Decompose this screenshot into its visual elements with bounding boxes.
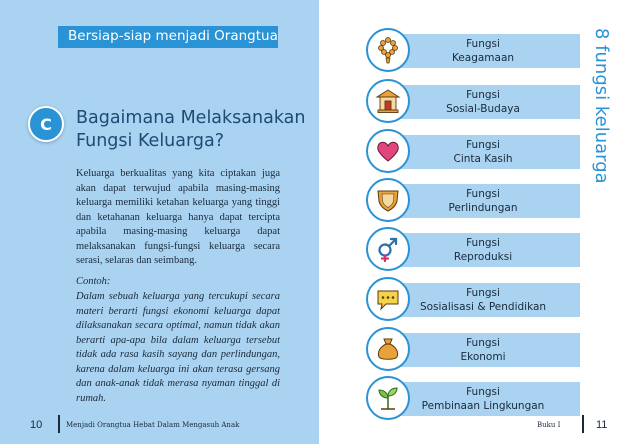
body-paragraph: Keluarga berkualitas yang kita ciptakan juga akan dapat terwujud apabila masing-masing keluarga memiliki ketahan keluarga yang tinggi dan ketahanan keluarga hanya dapat tercipta apabila masing-masing keluarga dapat melaksanakan fungsi-fungsi keluarga secara serasi, selaras dan seimbang.: [76, 168, 280, 266]
speech-bubble-icon: [366, 277, 410, 321]
function-item-sosialisasi-pendidikan: [366, 277, 580, 321]
footer-separator-right: [582, 415, 584, 433]
example-label: Contoh:: [76, 276, 111, 287]
section-title-line1: Bagaimana Melaksanakan: [76, 108, 306, 128]
section-letter-badge: C: [28, 106, 64, 142]
function-item-pembinaan-lingkungan: [366, 376, 580, 420]
header-title: Bersiap-siap menjadi Orangtua: [68, 28, 278, 44]
function-label: Fungsi Keagamaan: [451, 38, 515, 64]
pavilion-icon: [366, 79, 410, 123]
function-item-reproduksi: [366, 227, 580, 271]
footer-book-label: Buku I: [537, 421, 561, 429]
prayer-beads-icon: [366, 28, 410, 72]
shield-icon: [366, 178, 410, 222]
function-item-perlindungan: [366, 178, 580, 222]
function-label: Fungsi Perlindungan: [448, 188, 518, 214]
page-number-right: 11: [596, 419, 608, 431]
vertical-title: 8 fungsi keluarga: [591, 28, 612, 184]
function-label: Fungsi Reproduksi: [453, 237, 513, 263]
example-paragraph: Dalam sebuah keluarga yang tercukupi secara materi berarti fungsi ekonomi keluarga dapat dilaksanakan secara optimal, namun tidak akan berarti apa-apa bila dalam keluarga tersebut tidak ada rasa kasih sayang dan perlindungan, karena dalam keluarga ini akan terasa gersang dan anak-anak tidak merasa nyaman tinggal di rumah.: [76, 291, 280, 404]
gender-symbols-icon: [366, 227, 410, 271]
section-title-line2: Fungsi Keluarga?: [76, 131, 224, 151]
function-item-keagamaan: [366, 28, 580, 72]
function-label: Fungsi Sosial-Budaya: [446, 89, 520, 115]
function-label: Fungsi Cinta Kasih: [453, 139, 513, 165]
footer-separator-left: [58, 415, 60, 433]
function-item-ekonomi: [366, 327, 580, 371]
function-label: Fungsi Sosialisasi & Pendidikan: [419, 287, 547, 313]
function-label: Fungsi Pembinaan Lingkungan: [421, 386, 545, 412]
money-bag-icon: [366, 327, 410, 371]
function-label: Fungsi Ekonomi: [460, 337, 506, 363]
section-title: [76, 107, 306, 153]
footer-book-title: Menjadi Orangtua Hebat Dalam Mengasuh Anak: [66, 421, 240, 429]
heart-icon: [366, 129, 410, 173]
sprout-icon: [366, 376, 410, 420]
function-item-cinta-kasih: [366, 129, 580, 173]
page-number-left: 10: [30, 419, 43, 431]
function-item-sosial-budaya: [366, 79, 580, 123]
